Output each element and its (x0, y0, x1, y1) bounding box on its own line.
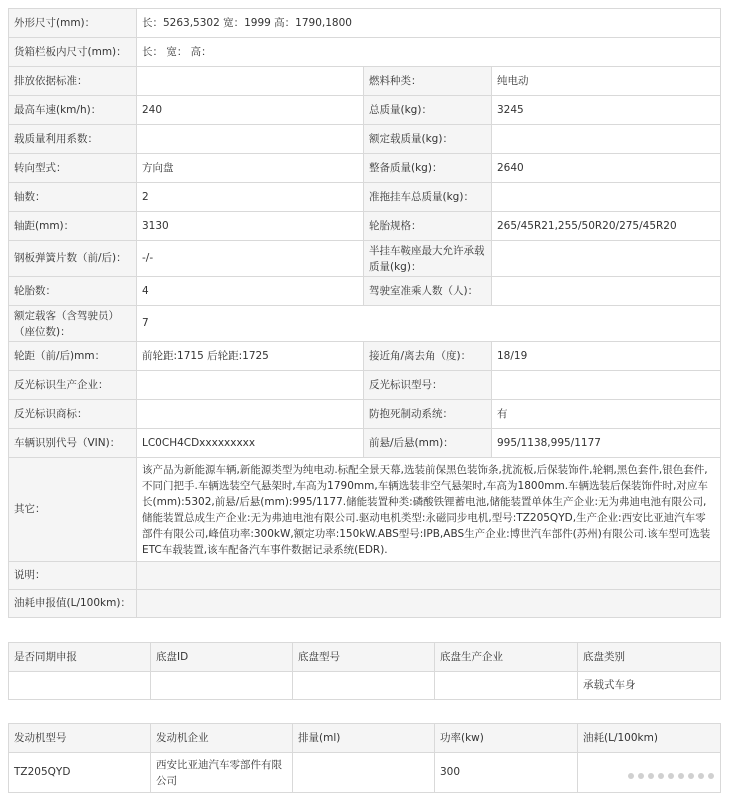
chassis-cell: 承载式车身 (578, 672, 721, 700)
chassis-header: 底盘类别 (578, 643, 721, 672)
spec-row-steering (9, 154, 721, 183)
dimensions-value: 长：5263,5302 宽：1999 高：1790,1800 (137, 9, 721, 38)
spring-label: 钢板弹簧片数（前/后)： (9, 241, 137, 277)
passengers-label: 额定载客（含驾驶员）（座位数)： (9, 306, 137, 342)
load-util-value (137, 125, 364, 154)
engine-cell: TZ205QYD (9, 753, 151, 793)
vin-label: 车辆识别代号（VIN)： (9, 429, 137, 458)
fuel-report-label: 油耗申报值(L/100km)： (9, 590, 137, 618)
vehicle-spec-table (8, 8, 721, 618)
approach-angle-value: 18/19 (492, 342, 721, 371)
reflect-maker-label: 反光标识生产企业： (9, 371, 137, 400)
watermark-dots-icon (627, 769, 717, 783)
spec-row-passengers (9, 306, 721, 342)
semi-trailer-label: 半挂车鞍座最大允许承载质量(kg)： (364, 241, 492, 277)
chassis-cell (293, 672, 435, 700)
trailer-mass-label: 准拖挂车总质量(kg)： (364, 183, 492, 212)
engine-data-row (9, 753, 721, 793)
reflect-maker-value (137, 371, 364, 400)
spec-row-load (9, 125, 721, 154)
wheelbase-value: 3130 (137, 212, 364, 241)
speed-value: 240 (137, 96, 364, 125)
fuel-report-value (137, 590, 721, 618)
other-label: 其它： (9, 458, 137, 562)
spec-row-track (9, 342, 721, 371)
spec-row-brand (9, 400, 721, 429)
vin-value: LC0CH4CDxxxxxxxxx (137, 429, 364, 458)
chassis-cell (151, 672, 293, 700)
spring-value: -/- (137, 241, 364, 277)
fuel-type-label: 燃料种类： (364, 67, 492, 96)
rated-load-value (492, 125, 721, 154)
spec-row-axles (9, 183, 721, 212)
engine-table (8, 723, 721, 793)
chassis-header-row (9, 643, 721, 672)
engine-cell: 西安比亚迪汽车零部件有限公司 (151, 753, 293, 793)
axles-label: 轴数： (9, 183, 137, 212)
engine-header: 油耗(L/100km) (578, 724, 721, 753)
chassis-header: 底盘ID (151, 643, 293, 672)
total-mass-value: 3245 (492, 96, 721, 125)
spec-row-other (9, 458, 721, 562)
engine-header: 发动机企业 (151, 724, 293, 753)
overhang-value: 995/1138,995/1177 (492, 429, 721, 458)
spec-row-fuel-report (9, 590, 721, 618)
tire-spec-value: 265/45R21,255/50R20/275/45R20 (492, 212, 721, 241)
emission-value (137, 67, 364, 96)
approach-angle-label: 接近角/离去角（度)： (364, 342, 492, 371)
dimensions-label: 外形尺寸(mm)： (9, 9, 137, 38)
steering-value: 方向盘 (137, 154, 364, 183)
chassis-cell (435, 672, 578, 700)
chassis-table (8, 642, 721, 700)
overhang-label: 前悬/后悬(mm)： (364, 429, 492, 458)
tire-count-value: 4 (137, 277, 364, 306)
cargo-value: 长： 宽： 高： (137, 38, 721, 67)
chassis-data-row (9, 672, 721, 700)
spec-row-emission (9, 67, 721, 96)
engine-cell: 300 (435, 753, 578, 793)
spec-row-speed (9, 96, 721, 125)
curb-mass-value: 2640 (492, 154, 721, 183)
tire-count-label: 轮胎数： (9, 277, 137, 306)
spec-row-tires (9, 277, 721, 306)
speed-label: 最高车速(km/h)： (9, 96, 137, 125)
spec-row-dimensions (9, 9, 721, 38)
engine-header: 发动机型号 (9, 724, 151, 753)
reflect-brand-value (137, 400, 364, 429)
tire-spec-label: 轮胎规格： (364, 212, 492, 241)
emission-label: 排放依据标准： (9, 67, 137, 96)
steering-label: 转向型式： (9, 154, 137, 183)
reflect-model-label: 反光标识型号： (364, 371, 492, 400)
semi-trailer-value (492, 241, 721, 277)
reflect-brand-label: 反光标识商标： (9, 400, 137, 429)
engine-cell (293, 753, 435, 793)
track-label: 轮距（前/后)mm： (9, 342, 137, 371)
chassis-header: 底盘生产企业 (435, 643, 578, 672)
spec-row-note (9, 562, 721, 590)
chassis-header: 底盘型号 (293, 643, 435, 672)
engine-header-row (9, 724, 721, 753)
axles-value: 2 (137, 183, 364, 212)
chassis-header: 是否同期申报 (9, 643, 151, 672)
track-value: 前轮距:1715 后轮距:1725 (137, 342, 364, 371)
abs-value: 有 (492, 400, 721, 429)
engine-header: 功率(kw) (435, 724, 578, 753)
rated-load-label: 额定载质量(kg)： (364, 125, 492, 154)
passengers-value: 7 (137, 306, 721, 342)
fuel-type-value: 纯电动 (492, 67, 721, 96)
abs-label: 防抱死制动系统： (364, 400, 492, 429)
curb-mass-label: 整备质量(kg)： (364, 154, 492, 183)
cab-seats-label: 驾驶室准乘人数（人)： (364, 277, 492, 306)
spec-row-reflect (9, 371, 721, 400)
spec-row-vin (9, 429, 721, 458)
spec-row-spring (9, 241, 721, 277)
load-util-label: 载质量利用系数： (9, 125, 137, 154)
chassis-cell (9, 672, 151, 700)
spec-row-cargo (9, 38, 721, 67)
total-mass-label: 总质量(kg)： (364, 96, 492, 125)
wheelbase-label: 轴距(mm)： (9, 212, 137, 241)
note-value (137, 562, 721, 590)
trailer-mass-value (492, 183, 721, 212)
cab-seats-value (492, 277, 721, 306)
engine-header: 排量(ml) (293, 724, 435, 753)
note-label: 说明： (9, 562, 137, 590)
other-value: 该产品为新能源车辆,新能源类型为纯电动.标配全景天幕,选装前保黑色装饰条,扰流板,后保装饰件,轮辋,黑色套件,银色套件,不同门把手.车辆选装空气悬架时,车高为1790mm,车辆选装非空气悬架时,车高为1800mm.车辆选装后保装饰件时,对应车长(mm):5302,前悬/后悬(mm):995/1177.储能装置种类:磷酸铁锂蓄电池,储能装置单体生产企业:无为弗迪电池有限公司,储能装置总成生产企业:无为弗迪电池有限公司.驱动电机类型:永磁同步电机,型号:TZ205QYD,生产企业:西安比亚迪汽车零部件有限公司,峰值功率:300kW,额定功率:150kW.ABS型号:IPB,ABS生产企业:博世汽车部件(苏州)有限公司.该车型可选装ETC车载装置,该车配备汽车事件数据记录系统(EDR). (137, 458, 721, 562)
spec-row-wheelbase (9, 212, 721, 241)
cargo-label: 货箱栏板内尺寸(mm)： (9, 38, 137, 67)
reflect-model-value (492, 371, 721, 400)
